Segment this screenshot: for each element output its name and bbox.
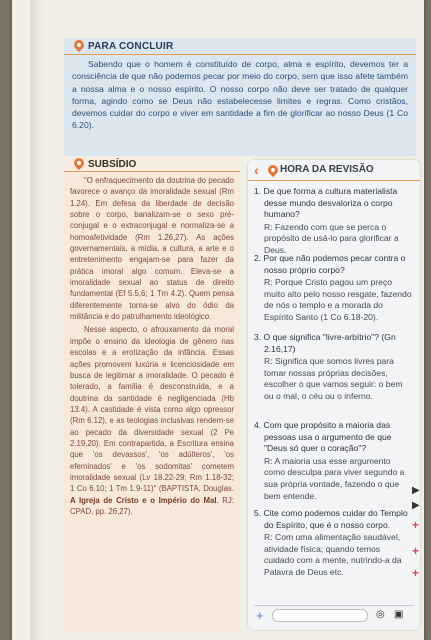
message-bar xyxy=(254,605,414,624)
message-input[interactable] xyxy=(272,609,368,622)
location-pin-icon xyxy=(266,163,280,177)
book-title: A Igreja de Cristo e o Império do Mal xyxy=(70,495,217,505)
plus-icon[interactable]: + xyxy=(412,566,420,580)
page-edge xyxy=(30,0,44,640)
play-icon[interactable]: ▶ xyxy=(412,500,420,511)
review-item-5 xyxy=(252,508,412,579)
location-pin-icon xyxy=(72,156,86,170)
subsidio-paragraph-2 xyxy=(70,324,234,517)
review-panel xyxy=(248,160,420,630)
review-answer: R: Com uma alimentação saudável, atividade física; quando temos cuidado com a mente, nutrindo-a da Palavra de Deus etc. xyxy=(264,532,402,577)
review-question: 5. Cite como podemos cuidar do Templo do Espírito, que é o nosso corpo. xyxy=(254,508,408,530)
review-question: 2. Por que não podemos pecar contra o nosso próprio corpo? xyxy=(254,253,406,275)
subsidio-paragraph-1: "O enfraquecimento da doutrina do pecado favorece o avanço da imoralidade sexual (Rm 1.24). Em defesa da liberdade de decisão sobre o corpo, banalizam-se o sexo pré-conjugal e o extraconjugal e normaliza-se a homoafetividade (Rm 1.26,27). As ações governamentais, a mídia, a cultura, a arte e o entretenimento engajam-se para fazer da prática imoral algo comum. Eleva-se a imoralidade sexual ao status de direito fundamental (Ef 5.5,6; 1 Tm 4.2). Quem pensa diferentemente torna-se alvo do ódio da militância e do patrulhamento ideológico. xyxy=(70,176,234,322)
subsidio-text xyxy=(70,175,234,519)
review-answer: R: Porque Cristo pagou um preço muito alto pelo nosso resgate, fazendo de nós o templo e a morada do Espírito Santo (1 Co 6.18-20). xyxy=(264,277,412,322)
review-item-3 xyxy=(252,332,412,403)
review-question: 4. Com que propósito a maioria das pessoas usa o argumento de que "Deus só quer o coração"? xyxy=(254,420,392,454)
review-title: HORA DA REVISÃO xyxy=(280,164,374,175)
back-chevron-icon[interactable]: ‹ xyxy=(254,162,259,178)
review-question: 1. De que forma a cultura materialista desse mundo desvaloriza o corpo humano? xyxy=(254,186,398,220)
subsidio-box xyxy=(64,173,240,633)
location-pin-icon xyxy=(72,38,86,52)
subsidio-header xyxy=(64,157,240,172)
play-icon[interactable]: ▶ xyxy=(412,485,420,496)
review-item-2 xyxy=(252,253,412,324)
plus-icon[interactable]: + xyxy=(412,518,420,532)
image-icon[interactable]: ▣ xyxy=(394,609,404,620)
conclusion-text: Sabendo que o homem é constituído de corpo, alma e espírito, devemos ter a consciência de que não podemos pecar por meio do corpo, sem que isso afete também a nossa alma e o nosso espírito. O nosso corpo não deve ser tratado de qualquer forma, agindo como se Deus não estabelecesse limites e regras. Como cristãos, devemos cuidar do corpo e viver em santidade a fim de glorificar ao nosso Deus (1 Co 6.20). xyxy=(72,59,408,131)
conclusion-section xyxy=(64,38,416,156)
conclusion-title: PARA CONCLUIR xyxy=(88,41,174,52)
review-item-1 xyxy=(252,186,412,257)
subsidio-title: SUBSÍDIO xyxy=(88,159,137,170)
review-answer: R: A maioria usa esse argumento como desculpa para viver segundo a sua própria vontade, fazendo o que bem entende. xyxy=(264,455,405,501)
add-plus-icon[interactable]: + xyxy=(256,608,264,623)
review-item-4 xyxy=(252,420,412,502)
citation-tail: . RJ: CPAD, pp. 26,27). xyxy=(70,495,234,516)
subsidio-paragraph-2-body: Nesse aspecto, o afrouxamento da moral impõe o ensino da ideologia de gênero nas escolas e a erotização da infância. Essas ações promovem luxúria e licenciosidade em busca de legitimar a imoralidade. O pecado é tolerado, a família é desconstruída, e a doutrina da santidade é negligenciada (Hb 13.4). A castidade é vista como algo opressor (Rm 6.12), e as teologias inclusivas rendem-se ao pecado da diversidade sexual (2 Pe 2.19,20). Em contrapartida, a Escritura ensina que 'os devassos', 'os adúlteros', 'os efeminados' e 'os sodomitas' cometem imoralidade sexual (Lv 18.22-29; Rm 1.18-32; 1 Co 6.10; 1 Tm 1.9-11)" (BAPTISTA, Douglas. xyxy=(70,325,234,494)
review-question: 3. O que significa "livre-arbítrio"? (Gn 2.16,17) xyxy=(254,332,396,354)
camera-icon[interactable]: ◎ xyxy=(376,609,385,620)
plus-icon[interactable]: + xyxy=(412,544,420,558)
review-answer: R: Fazendo com que se perca o propósito de usá-lo para glorificar a Deus. xyxy=(264,221,399,255)
conclusion-header xyxy=(64,38,416,55)
review-answer: R: Significa que somos livres para tomar nossas próprias decisões, escolher o que vamos seguir: o bem ou o mal, o céu ou o inferno. xyxy=(264,356,403,401)
review-header xyxy=(248,160,420,181)
